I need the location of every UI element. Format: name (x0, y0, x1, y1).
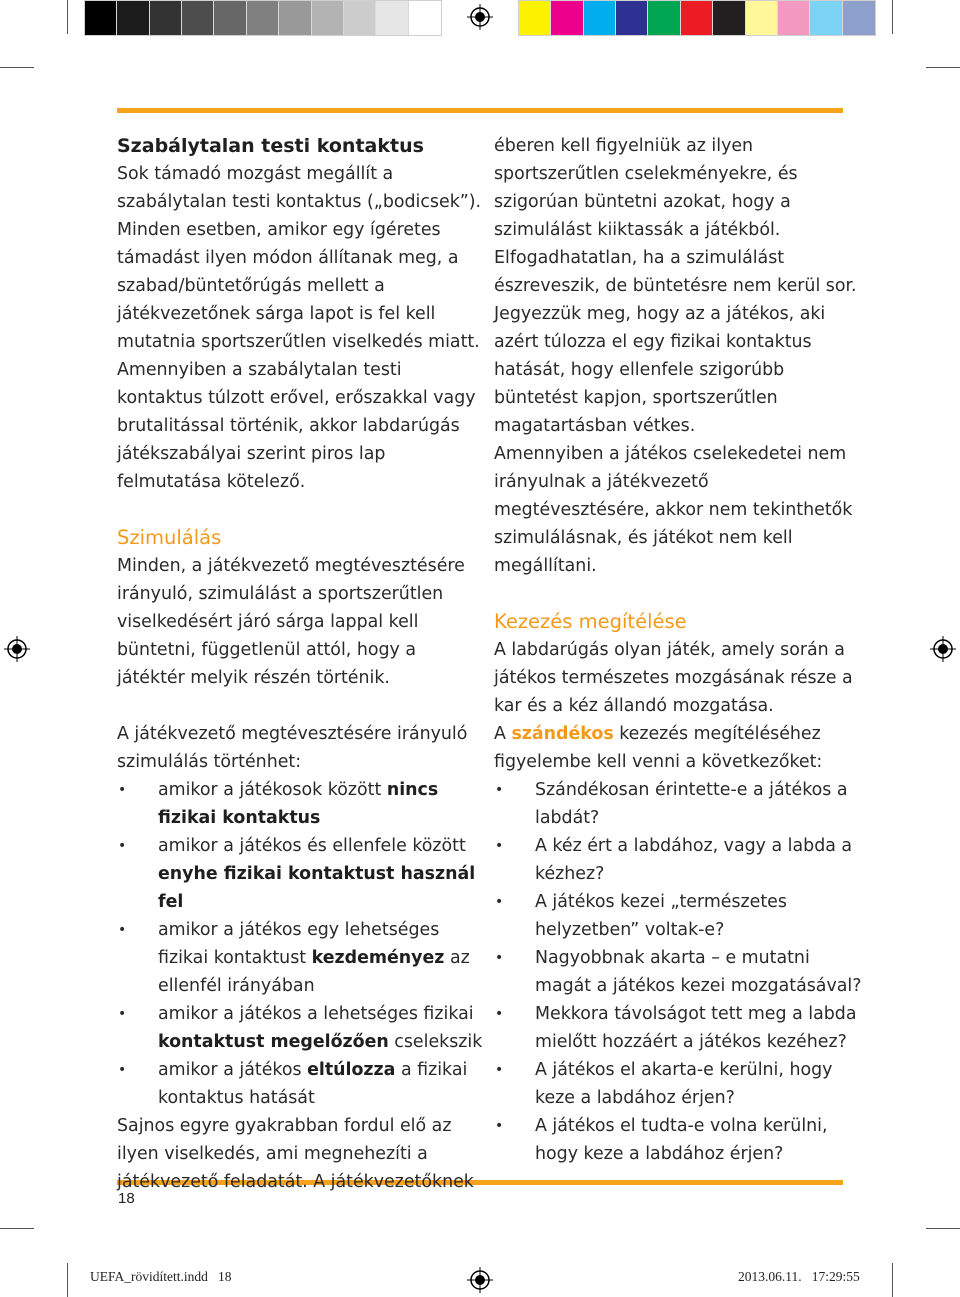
list-item: • Szándékosan érintette-e a játékos a labdát? (494, 776, 866, 832)
handball-bullet-list (494, 776, 866, 1168)
simulation-bullet-list (117, 776, 489, 1112)
paragraph: Sok támadó mozgást megállít a szabálytalan testi kontaktus („bodicsek”). Minden esetben, amikor egy ígéretes támadást ilyen módon állítanak meg, a szabad/büntetőrúgás mellett a játékvezetőnek sárga lapot is fel kell mutatnia sportszerűtlen viselkedés miatt. Amennyiben a szabálytalan testi kontaktus túlzott erővel, erőszakkal vagy brutalitással történik, akkor labdarúgás játékszabályai szerint piros lap felmutatása kötelező. (117, 164, 482, 492)
list-item: • amikor a játékosok között nincs fizikai kontaktus (117, 776, 489, 832)
color-swatch (713, 1, 745, 35)
heading-handball: Kezezés megítélése (494, 610, 687, 633)
color-swatch (681, 1, 713, 35)
color-swatch (247, 1, 279, 35)
right-column (494, 132, 866, 1168)
color-swatch (312, 1, 344, 35)
list-item: • A játékos kezei „természetes helyzetben” voltak-e? (494, 888, 866, 944)
registration-mark-icon (4, 636, 30, 662)
footer-timestamp: 2013.06.11. 17:29:55 (738, 1269, 860, 1284)
footer-filename: UEFA_rövidített.indd 18 (90, 1269, 232, 1284)
crop-mark (0, 67, 34, 68)
color-swatch (616, 1, 648, 35)
color-swatch (117, 1, 149, 35)
registration-mark-icon (467, 4, 493, 30)
crop-mark (892, 1263, 893, 1297)
top-orange-rule (117, 108, 843, 113)
crop-mark (0, 1228, 34, 1229)
crop-mark (67, 0, 68, 34)
heading-irregular-contact: Szabálytalan testi kontaktus (117, 135, 424, 157)
color-swatch (85, 1, 117, 35)
color-swatch (519, 1, 551, 35)
list-item: • amikor a játékos egy lehetséges fizikai kontaktust kezdeményez az ellenfél irányában (117, 916, 489, 1000)
crop-mark (926, 1228, 960, 1229)
color-swatch (810, 1, 842, 35)
color-swatch (843, 1, 875, 35)
grayscale-color-bar (84, 0, 442, 36)
list-item: • amikor a játékos a lehetséges fizikai kontaktust megelőzően cselekszik (117, 1000, 489, 1056)
color-swatch (648, 1, 680, 35)
color-swatch (279, 1, 311, 35)
page-number: 18 (118, 1190, 135, 1207)
color-swatch (214, 1, 246, 35)
paragraph: A szándékos kezezés megítéléséhez figyelembe kell venni a következőket: (494, 724, 823, 772)
color-swatch (376, 1, 408, 35)
list-item: • amikor a játékos és ellenfele között enyhe fizikai kontaktust használ fel (117, 832, 489, 916)
color-swatch (182, 1, 214, 35)
list-item: • A kéz ért a labdához, vagy a labda a kézhez? (494, 832, 866, 888)
color-swatch (409, 1, 441, 35)
color-swatch (344, 1, 376, 35)
process-color-bar (518, 0, 876, 36)
color-swatch (584, 1, 616, 35)
crop-mark (892, 0, 893, 34)
paragraph: A labdarúgás olyan játék, amely során a játékos természetes mozgásának része a kar és a kéz állandó mozgatása. (494, 640, 853, 716)
paragraph: Sajnos egyre gyakrabban fordul elő az ilyen viselkedés, ami megnehezíti a játékvezető feladatát. A játékvezetőknek (117, 1116, 474, 1192)
list-item: • A játékos el akarta-e kerülni, hogy keze a labdához érjen? (494, 1056, 866, 1112)
paragraph: éberen kell figyelniük az ilyen sportszerűtlen cselekményekre, és szigorúan büntetni azokat, hogy a szimulálást kiiktassák a játékból. Elfogadhatatlan, ha a szimulálást észreveszik, de büntetésre nem kerül sor. Jegyezzük meg, hogy az a játékos, aki azért túlozza el egy fizikai kontaktus hatását, hogy ellenfele szigorúbb büntetést kapjon, sportszerűtlen magatartásban vétkes. (494, 136, 857, 436)
color-swatch (746, 1, 778, 35)
list-item: • amikor a játékos eltúlozza a fizikai kontaktus hatását (117, 1056, 489, 1112)
list-item: • Nagyobbnak akarta – e mutatni magát a játékos kezei mozgatásával? (494, 944, 866, 1000)
registration-mark-icon (467, 1267, 493, 1293)
crop-mark (67, 1263, 68, 1297)
color-swatch (150, 1, 182, 35)
color-swatch (778, 1, 810, 35)
registration-mark-icon (930, 636, 956, 662)
list-item: • Mekkora távolságot tett meg a labda mielőtt hozzáért a játékos kezéhez? (494, 1000, 866, 1056)
left-column (117, 132, 489, 1196)
list-item: • A játékos el tudta-e volna kerülni, hogy keze a labdához érjen? (494, 1112, 866, 1168)
paragraph: A játékvezető megtévesztésére irányuló szimulálás történhet: (117, 724, 468, 772)
paragraph: Amennyiben a játékos cselekedetei nem irányulnak a játékvezető megtévesztésére, akkor nem tekinthetők szimulálásnak, és játékot nem kell megállítani. (494, 444, 853, 576)
crop-mark (926, 67, 960, 68)
color-swatch (551, 1, 583, 35)
heading-simulation: Szimulálás (117, 526, 222, 549)
paragraph: Minden, a játékvezető megtévesztésére irányuló, szimulálást a sportszerűtlen viselkedésért járó sárga lappal kell büntetni, függetlenül attól, hogy a játéktér melyik részén történik. (117, 556, 465, 688)
